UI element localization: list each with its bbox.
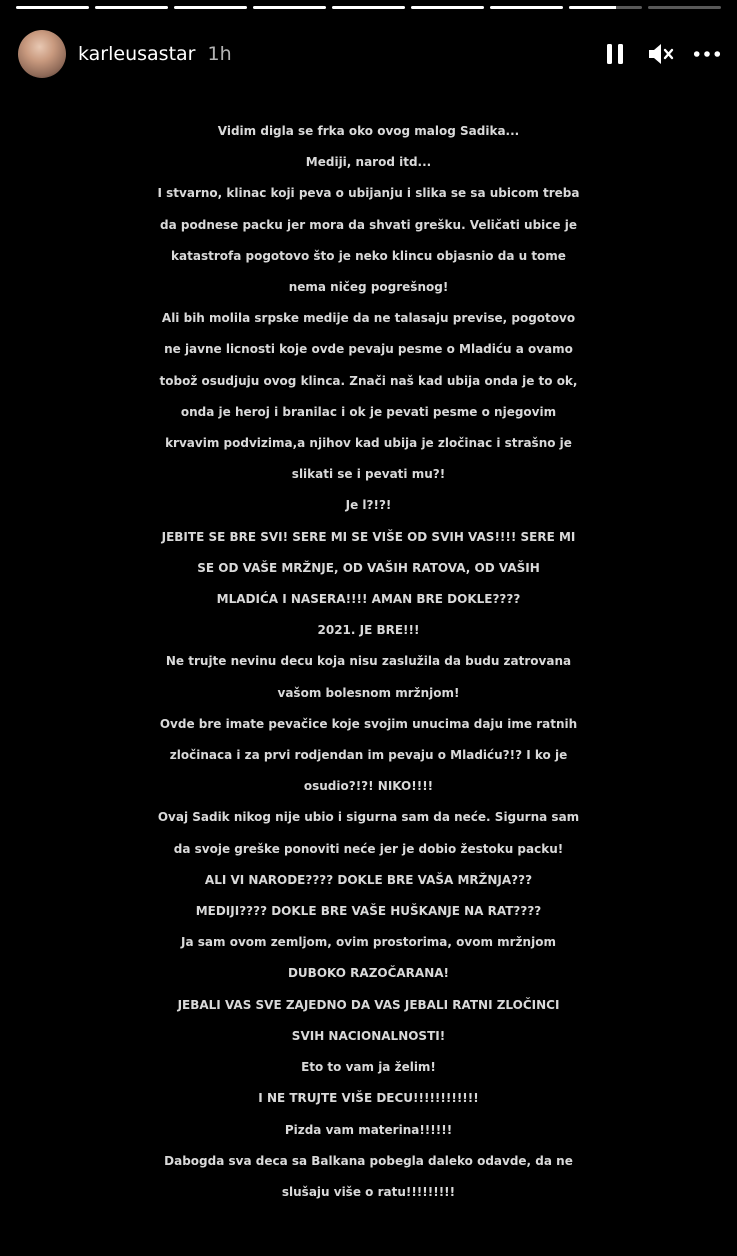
story-progress-segment xyxy=(16,6,89,9)
story-text xyxy=(8,116,729,1208)
story-progress-fill xyxy=(253,6,326,9)
story-text-line: onda je heroj i branilac i ok je pevati pesme o njegovim xyxy=(180,404,557,419)
story-text-line: Ali bih molila srpske medije da ne talasaju previse, pogotovo xyxy=(161,311,576,326)
story-text-line: Ja sam ovom zemljom, ovim prostorima, ovom mržnjom xyxy=(181,935,556,950)
username[interactable]: karleusastar xyxy=(78,43,196,65)
story-progress-segment xyxy=(253,6,326,9)
story-text-line: Eto to vam ja želim! xyxy=(301,1060,436,1075)
story-text-line: SVIH NACIONALNOSTI! xyxy=(291,1028,446,1043)
story-progress-bar xyxy=(16,6,721,10)
story-progress-fill xyxy=(490,6,563,9)
story-text-line: tobož osudjuju ovog klinca. Znači naš kad ubija onda je to ok, xyxy=(159,373,578,388)
story-text-line: 2021. JE BRE!!! xyxy=(317,623,420,638)
story-progress-segment xyxy=(411,6,484,9)
story-progress-segment xyxy=(648,6,721,9)
story-text-line: JEBITE SE BRE SVI! SERE MI SE VIŠE OD SVIH VAS!!!! SERE MI xyxy=(161,529,576,544)
avatar[interactable] xyxy=(18,30,66,78)
story-text-line: katastrofa pogotovo što je neko klincu objasnio da u tome xyxy=(171,248,566,263)
story-text-line: da podnese packu jer mora da shvati grešku. Veličati ubice je xyxy=(160,217,577,232)
story-text-line: zločinaca i za prvi rodjendan im pevaju o Mladiću?!? I ko je xyxy=(169,748,568,763)
story-text-line: nema ničeg pogrešnog! xyxy=(288,280,449,295)
story-text-line: Dabogda sva deca sa Balkana pobegla daleko odavde, da ne xyxy=(164,1153,573,1168)
story-progress-fill xyxy=(174,6,247,9)
story-text-line: I stvarno, klinac koji peva o ubijanju i slika se sa ubicom treba xyxy=(157,186,580,201)
story-text-line: da svoje greške ponoviti neće jer je dobio žestoku packu! xyxy=(173,841,564,856)
story-progress-segment xyxy=(569,6,642,9)
story-text-line: krvavim podvizima,a njihov kad ubija je zločinac i strašno je xyxy=(165,436,572,451)
story-progress-segment xyxy=(490,6,563,9)
story-progress-fill xyxy=(16,6,89,9)
more-icon[interactable] xyxy=(693,40,721,68)
story-text-line: slikati se i pevati mu?! xyxy=(291,467,446,482)
story-text-line: ALI VI NARODE???? DOKLE BRE VAŠA MRŽNJA??? xyxy=(204,872,533,887)
story-text-line: Ne trujte nevinu decu koja nisu zaslužila da budu zatrovana xyxy=(165,654,572,669)
story-text-line: MLADIĆA I NASERA!!!! AMAN BRE DOKLE???? xyxy=(216,592,521,607)
story-progress-fill xyxy=(332,6,405,9)
mute-icon[interactable] xyxy=(647,40,675,68)
story-text-line: I NE TRUJTE VIŠE DECU!!!!!!!!!!!! xyxy=(258,1091,479,1106)
story-text-line: SE OD VAŠE MRŽNJE, OD VAŠIH RATOVA, OD VAŠIH xyxy=(197,560,540,575)
story-text-line: Mediji, narod itd... xyxy=(305,155,432,170)
story-text-line: slušaju više o ratu!!!!!!!!! xyxy=(281,1184,456,1199)
story-text-line: JEBALI VAS SVE ZAJEDNO DA VAS JEBALI RATNI ZLOČINCI xyxy=(177,997,560,1012)
pause-icon[interactable] xyxy=(601,40,629,68)
story-progress-segment xyxy=(174,6,247,9)
story-text-line: vašom bolesnom mržnjom! xyxy=(277,685,460,700)
story-controls xyxy=(601,40,721,68)
story-text-line: Ovaj Sadik nikog nije ubio i sigurna sam da neće. Sigurna sam xyxy=(157,810,580,825)
story-header xyxy=(18,28,721,80)
story-text-line: MEDIJI???? DOKLE BRE VAŠE HUŠKANJE NA RAT???? xyxy=(195,904,542,919)
story-text-line: ne javne licnosti koje ovde pevaju pesme o Mladiću a ovamo xyxy=(164,342,573,357)
story-text-line: osudio?!?! NIKO!!!! xyxy=(303,779,434,794)
story-text-line: Je l?!?! xyxy=(345,498,392,513)
story-progress-fill xyxy=(411,6,484,9)
story-progress-fill xyxy=(95,6,168,9)
story-text-line: Vidim digla se frka oko ovog malog Sadika... xyxy=(217,124,520,138)
story-text-line: Ovde bre imate pevačice koje svojim unucima daju ime ratnih xyxy=(159,716,578,731)
story-progress-segment xyxy=(332,6,405,9)
story-text-line: Pizda vam materina!!!!!! xyxy=(284,1122,453,1137)
post-time: 1h xyxy=(207,43,232,65)
story-text-line: DUBOKO RAZOČARANA! xyxy=(287,966,450,981)
story-progress-fill xyxy=(569,6,616,9)
story-progress-segment xyxy=(95,6,168,9)
